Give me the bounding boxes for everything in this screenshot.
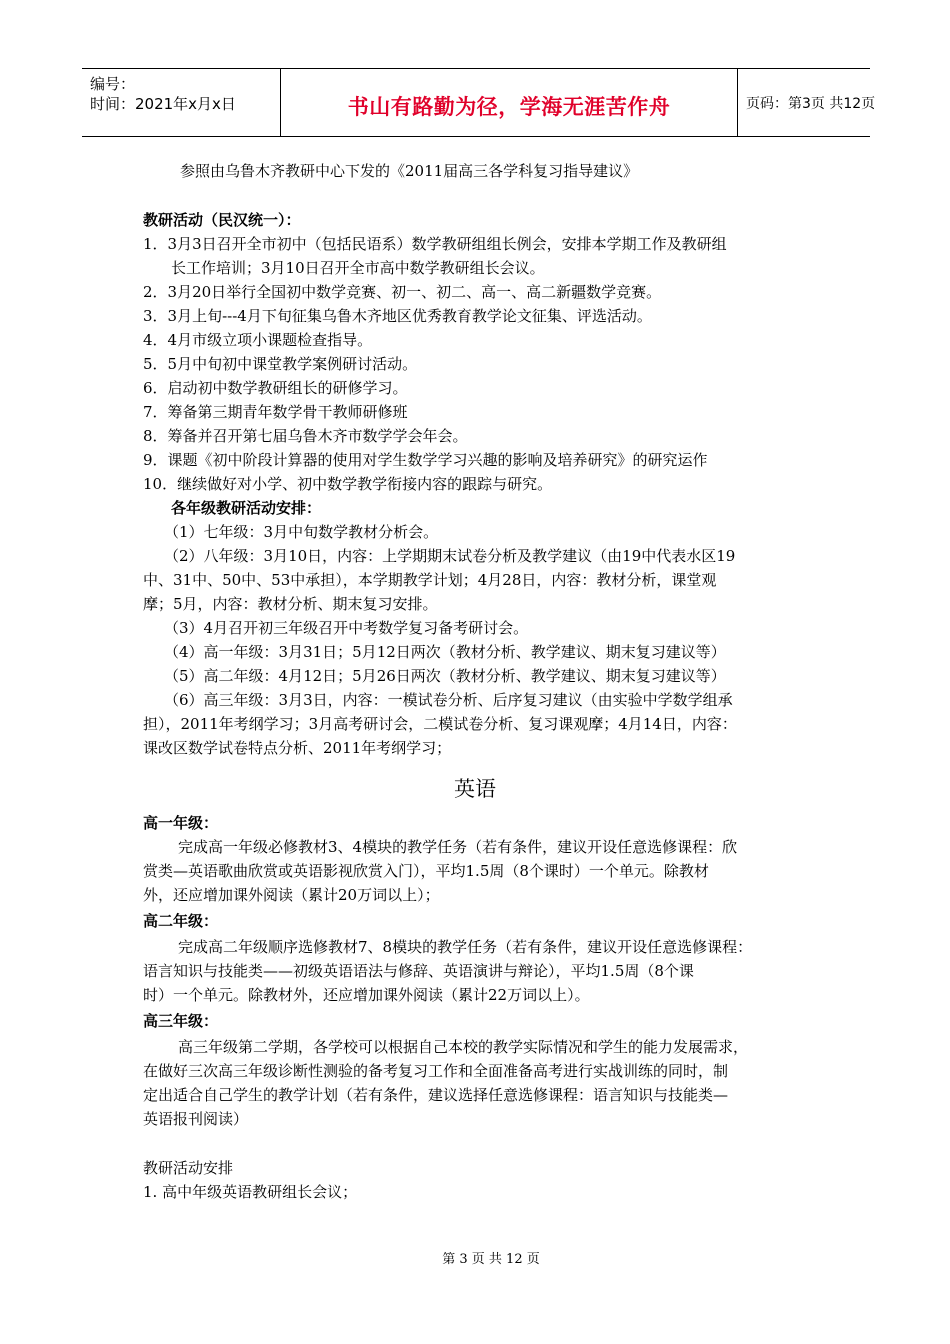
paragraph-line: （5）高二年级：4月12日；5月26日两次（教材分析、教学建议、期末复习建议等） [164, 667, 726, 685]
subsection-heading: 教研活动安排 [143, 1159, 234, 1177]
page-footer: 第 3 页 共 12 页 [442, 1252, 540, 1267]
paragraph-line: 5．5月中旬初中课堂教学案例研讨活动。 [143, 355, 418, 373]
paragraph-line: 2．3月20日举行全国初中数学竞赛、初一、初二、高一、高二新疆数学竞赛。 [143, 283, 662, 301]
paragraph-line: 时）一个单元。除教材外，还应增加课外阅读（累计22万词以上）。 [143, 986, 590, 1004]
paragraph-line: 赏类—英语歌曲欣赏或英语影视欣赏入门），平均1.5周（8个课时）一个单元。除教材 [143, 862, 709, 880]
paragraph-line: 7．筹备第三期青年数学骨干教师研修班 [143, 403, 408, 421]
paragraph-line: 长工作培训；3月10日召开全市高中数学教研组长会议。 [171, 259, 545, 277]
paragraph-line: 语言知识与技能类——初级英语语法与修辞、英语演讲与辩论），平均1.5周（8个课 [143, 962, 694, 980]
paragraph-line: 完成高一年级必修教材3、4模块的教学任务（若有条件，建议开设任意选修课程：欣 [178, 838, 738, 856]
date-label: 时间：2021年x月x日 [90, 95, 236, 113]
paragraph-line: 完成高二年级顺序选修教材7、8模块的教学任务（若有条件，建议开设任意选修课程： [178, 938, 753, 956]
paragraph-line: 定出适合自己学生的教学计划（若有条件，建议选择任意选修课程：语言知识与技能类— [143, 1086, 729, 1104]
paragraph-line: （3）4月召开初三年级召开中考数学复习备考研讨会。 [164, 619, 529, 637]
serial-number-label: 编号： [90, 75, 136, 93]
paragraph-line: 外，还应增加课外阅读（累计20万词以上）； [143, 886, 440, 904]
paragraph-line: （2）八年级：3月10日，内容：上学期期末试卷分析及教学建议（由19中代表水区19 [164, 547, 736, 565]
paragraph-line: 3．3月上旬---4月下旬征集乌鲁木齐地区优秀教育教学论文征集、评选活动。 [143, 307, 652, 325]
paragraph-line: 高三年级第二学期，各学校可以根据自己本校的教学实际情况和学生的能力发展需求， [178, 1038, 749, 1056]
paragraph-line: 在做好三次高三年级诊断性测验的备考复习工作和全面准备高考进行实战训练的同时，制 [143, 1062, 729, 1080]
motto: 书山有路勤为径，学海无涯苦作舟 [347, 95, 671, 119]
grade-heading: 高一年级： [143, 814, 219, 832]
paragraph-line: 8．筹备并召开第七届乌鲁木齐市数学学会年会。 [143, 427, 468, 445]
paragraph-line: 4．4月市级立项小课题检查指导。 [143, 331, 373, 349]
intro-line: 参照由乌鲁木齐教研中心下发的《2011届高三各学科复习指导建议》 [180, 162, 639, 180]
header-motto-cell [281, 69, 738, 136]
paragraph-line: 担），2011年考纲学习；3月高考研讨会，二模试卷分析、复习课观摩；4月14日，内容： [143, 715, 737, 733]
paragraph-line: （6）高三年级：3月3日，内容：一模试卷分析、后序复习建议（由实验中学数学组承 [164, 691, 733, 709]
paragraph-line: 中、31中、50中、53中承担），本学期教学计划；4月28日，内容：教材分析，课堂观 [143, 571, 717, 589]
grade-heading: 高二年级： [143, 912, 219, 930]
paragraph-line: 摩；5月，内容：教材分析、期末复习安排。 [143, 595, 438, 613]
paragraph-line: 课改区数学试卷特点分析、2011年考纲学习； [143, 739, 452, 757]
paragraph-line: 9．课题《初中阶段计算器的使用对学生数学学习兴趣的影响及培养研究》的研究运作 [143, 451, 708, 469]
paragraph-line: 1．3月3日召开全市初中（包括民语系）数学教研组组长例会，安排本学期工作及教研组 [143, 235, 727, 253]
section-heading: 教研活动（民汉统一）： [143, 211, 301, 229]
paragraph-line: （1）七年级：3月中旬数学教材分析会。 [164, 523, 439, 541]
grade-heading: 高三年级： [143, 1012, 219, 1030]
paragraph-line: 英语报刊阅读） [143, 1110, 249, 1128]
header-page-cell [738, 69, 876, 136]
paragraph-line: 10．继续做好对小学、初中数学教学衔接内容的跟踪与研究。 [143, 475, 553, 493]
page-number-label: 页码：第3页 共12页 [746, 96, 876, 112]
page-header [82, 68, 876, 137]
paragraph-line: （4）高一年级：3月31日；5月12日两次（教材分析、教学建议、期末复习建议等） [164, 643, 726, 661]
section-heading: 各年级教研活动安排： [171, 499, 322, 517]
paragraph-line: 6．启动初中数学教研组长的研修学习。 [143, 379, 408, 397]
header-info-cell [82, 69, 281, 136]
section-title: 英语 [454, 777, 496, 801]
paragraph-line: 1. 高中年级英语教研组长会议； [143, 1183, 358, 1201]
